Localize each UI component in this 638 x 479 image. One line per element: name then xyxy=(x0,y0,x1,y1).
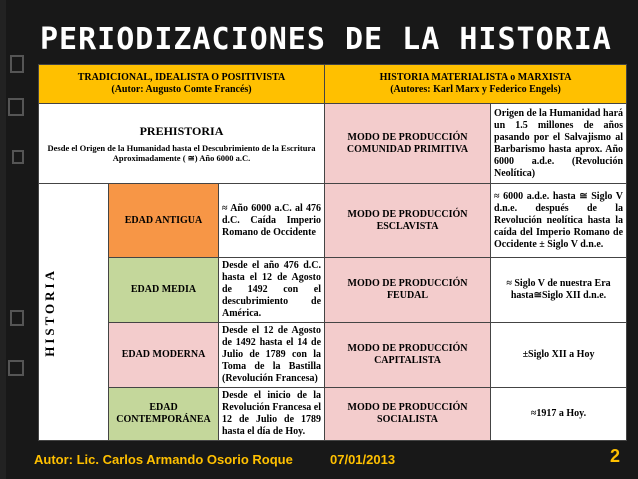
page-number: 2 xyxy=(609,446,620,466)
prehistory-row xyxy=(39,104,627,184)
esclavista-dates: ≈ 6000 a.d.e. hasta ≅ Siglo V d.n.e. después de la Revolución neolítica hasta la caída del Imperio Romano de Occidente ± Siglo V d.n.e. xyxy=(491,184,627,258)
edad-media: EDAD MEDIA xyxy=(109,258,219,323)
socialista-dates: ≈1917 a Hoy. xyxy=(491,388,627,441)
traditional-author: (Autor: Augusto Comte Francés) xyxy=(111,84,252,95)
socialista-modo: MODO DE PRODUCCIÓN SOCIALISTA xyxy=(325,388,491,441)
prehistory-title: PREHISTORIA xyxy=(139,124,224,139)
traditional-title: TRADICIONAL, IDEALISTA O POSITIVISTA xyxy=(77,72,286,83)
historia-label-cell xyxy=(39,184,109,441)
edad-contemporanea: EDAD CONTEMPORÁNEA xyxy=(109,388,219,441)
edad-moderna-dates: Desde el 12 de Agosto de 1492 hasta el 14 de Julio de 1789 con la Toma de la Bastilla (Revolución Francesa) xyxy=(219,323,325,388)
header-row xyxy=(39,65,627,104)
comunidad-modo: MODO DE PRODUCCIÓN COMUNIDAD PRIMITIVA xyxy=(325,104,491,184)
edad-media-dates: Desde el año 476 d.C. hasta el 12 de Agosto de 1492 con el descubrimiento de América. xyxy=(219,258,325,323)
traditional-header xyxy=(39,65,325,104)
periodization-table xyxy=(38,64,627,441)
modern-row xyxy=(39,323,627,388)
edad-contemporanea-dates: Desde el inicio de la Revolución Francesa el 12 de Julio de 1789 hasta el día de Hoy. xyxy=(219,388,325,441)
marxist-header xyxy=(325,65,627,104)
feudal-dates: ≈ Siglo V de nuestra Era hasta≅Siglo XII d.n.e. xyxy=(491,258,627,323)
marxist-title: HISTORIA MATERIALISTA o MARXISTA xyxy=(379,72,572,83)
contemporary-row xyxy=(39,388,627,441)
comunidad-dates: Origen de la Humanidad hará un 1.5 millones de años pasando por el Salvajismo al Barbarismo hasta aprox. Año 6000 a.d.e. (Revolución Neolítica) xyxy=(491,104,627,184)
edad-antigua: EDAD ANTIGUA xyxy=(109,184,219,258)
slide-title: PERIODIZACIONES DE LA HISTORIA xyxy=(40,22,612,57)
historia-label: HISTORIA xyxy=(42,267,57,357)
footer-date: 07/01/2013 xyxy=(330,452,396,467)
edad-moderna: EDAD MODERNA xyxy=(109,323,219,388)
prehistory-description: Desde el Origen de la Humanidad hasta el Descubrimiento de la Escritura Aproximadamente ( ≅) Año 6000 a.C. xyxy=(47,142,316,163)
feudal-modo: MODO DE PRODUCCIÓN FEUDAL xyxy=(325,258,491,323)
ancient-row xyxy=(39,184,627,258)
esclavista-modo: MODO DE PRODUCCIÓN ESCLAVISTA xyxy=(325,184,491,258)
capitalista-modo: MODO DE PRODUCCIÓN CAPITALISTA xyxy=(325,323,491,388)
prehistory-cell xyxy=(39,104,325,184)
medieval-row xyxy=(39,258,627,323)
capitalista-dates: ±Siglo XII a Hoy xyxy=(491,323,627,388)
footer-author: Autor: Lic. Carlos Armando Osorio Roque xyxy=(34,452,293,467)
decorative-side-pattern xyxy=(0,0,30,479)
marxist-author: (Autores: Karl Marx y Federico Engels) xyxy=(390,84,561,95)
edad-antigua-dates: ≈ Año 6000 a.C. al 476 d.C. Caída Imperio Romano de Occidente xyxy=(219,184,325,258)
